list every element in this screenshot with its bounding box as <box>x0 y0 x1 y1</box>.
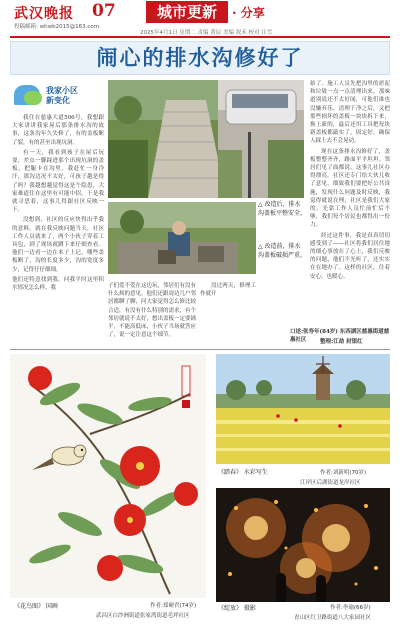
painting1-location: 武昌区白沙洲街道张家湾街道毛坪社区 <box>96 613 190 619</box>
article-column-3: 没过两天，修理工作就开 <box>200 283 256 298</box>
logo-text: 我家小区 新变化 <box>46 86 78 105</box>
column-logo <box>14 83 102 109</box>
bloom-photo <box>216 488 390 602</box>
informant-credit: 口述:张寿年(84岁) 东西湖区慈惠街道慈惠社区 <box>290 329 390 343</box>
newspaper-brand: 武汉晚报 <box>14 6 74 22</box>
photo-bloom <box>216 488 390 602</box>
masthead <box>0 0 400 40</box>
painting-spring-outing <box>216 354 390 464</box>
painting1-author: 作者:郑硬君(74岁) <box>150 603 197 609</box>
street-cars-photo <box>218 80 304 198</box>
headline: 闹心的排水沟修好了 <box>96 46 304 70</box>
drainage-before-photo <box>108 202 256 274</box>
editor-credit: 整理:江劼 封银红 <box>320 339 363 345</box>
photo-title: 《绽放》 摄影 <box>218 605 256 612</box>
photo-author: 作者:李瑜(66岁) <box>330 605 371 611</box>
article-column-4: 始了。施工人员先把沟里的淤泥和垃圾一点一点清理出来，那味道别说还不太好闻，可他们谁也没嫌弃乐。清理干净之后，又把那些损坏的盖板一块块拆下来，换上新的，最后还用工具把每块新盖板都敲实了，固定好，确保人踩上去不会晃动。 现在这条排水沟修好了，盖板整整齐齐，路面平平坦坦。邻居们见了面都说，这事儿社区办得漂亮。社区还专门给大伙儿收了意见，细致我们要把好公共设施，发现什么问题及时反映，我觉得就说在理，社区是我们大家的，光靠工作人员忙前忙后不够，我们每个居民也都得出一份力。 经过这件事，我是真真切切感受到了——社区将我们居住地的细心事放在了心上，我们反映的问题，他们不光听了，还实实在在地办了。这样的社区，住着安心，也暖心。 <box>310 81 390 280</box>
painting1-title: 《花鸟图》 国画 <box>14 603 58 610</box>
article-column-2: 子们爱不爱在这边玩，邻居们有没有什么烦的意见。他们还跟周边几户邻居都聊了聊，问大家觉得怎么修比较合适，有没有什么特别的需求，有个邻居就说不太好，想出盖板一定要铺平，不能高低床，小伙子当场就答应了，说一定注意这个细节。 <box>108 283 196 339</box>
page-number: 07 <box>92 1 116 21</box>
headline-banner <box>10 41 390 75</box>
painting2-author: 作者:刘新明(70岁) <box>320 470 367 476</box>
spring-watercolor-painting <box>216 354 390 464</box>
masthead-rule <box>10 36 390 38</box>
caption-before: △ 改造前，排水沟盖板破损严重。 <box>258 243 307 259</box>
section-divider <box>10 349 390 350</box>
section-title: 城市更新 <box>146 1 228 23</box>
sub-section-title: · 分享 <box>232 6 265 20</box>
submission-email: 投稿邮箱: whwb2015@163.com <box>14 24 100 30</box>
painting2-title: 《踏春》 水彩写生 <box>218 469 268 476</box>
photo-before-renovation <box>108 202 256 274</box>
logo-leaf-icon <box>24 91 42 105</box>
article-column-1: 我住在慈惠大道506号，我想跟大家讲讲我家屋后那条排水沟的故事，这条沟年久失修了，有的盖板断了裂，有的甚至出现坑洞。 有一天，我看到孩子在屋后玩耍，差点一脚踩进那个出现坑洞的盖板，把腿卡在沟里。我赶忙一身冷汗，那沟边况不太好，可孩子越是得了吗？我越想越觉得这是个隐患，大家难道住在这里有可能中招。于是我就寻思着，这事儿得跟社区反映一下。 没想到，社区的反应快得出乎我的意料。就在我反映问题当天，社区工作人员就来了，两个小伙子穿着工具包，到了现场就蹲下来仔细查看。他们一边看一边在本子上记，哪些盖板断了，沟的长度多少，沟的宽度多少，记得仔仔细细。 他们还特意找到我，问我平时这里积水情况怎么样，我 <box>12 115 104 292</box>
painting2-location: 江岸区后湖街道龙岸社区 <box>300 480 361 486</box>
photo-location: 青山区红卫路街道八大家园社区 <box>294 615 372 621</box>
caption-after: △ 改造后，排水沟盖板平整安全。 <box>258 201 307 217</box>
painting-flower-bird <box>10 354 206 598</box>
photo-street-cars <box>218 80 304 198</box>
dateline: 2025年4月1日 星期二 责编 黄辰 美编 叙禾 校对 江雪 <box>140 30 273 36</box>
flower-bird-painting <box>10 354 206 598</box>
